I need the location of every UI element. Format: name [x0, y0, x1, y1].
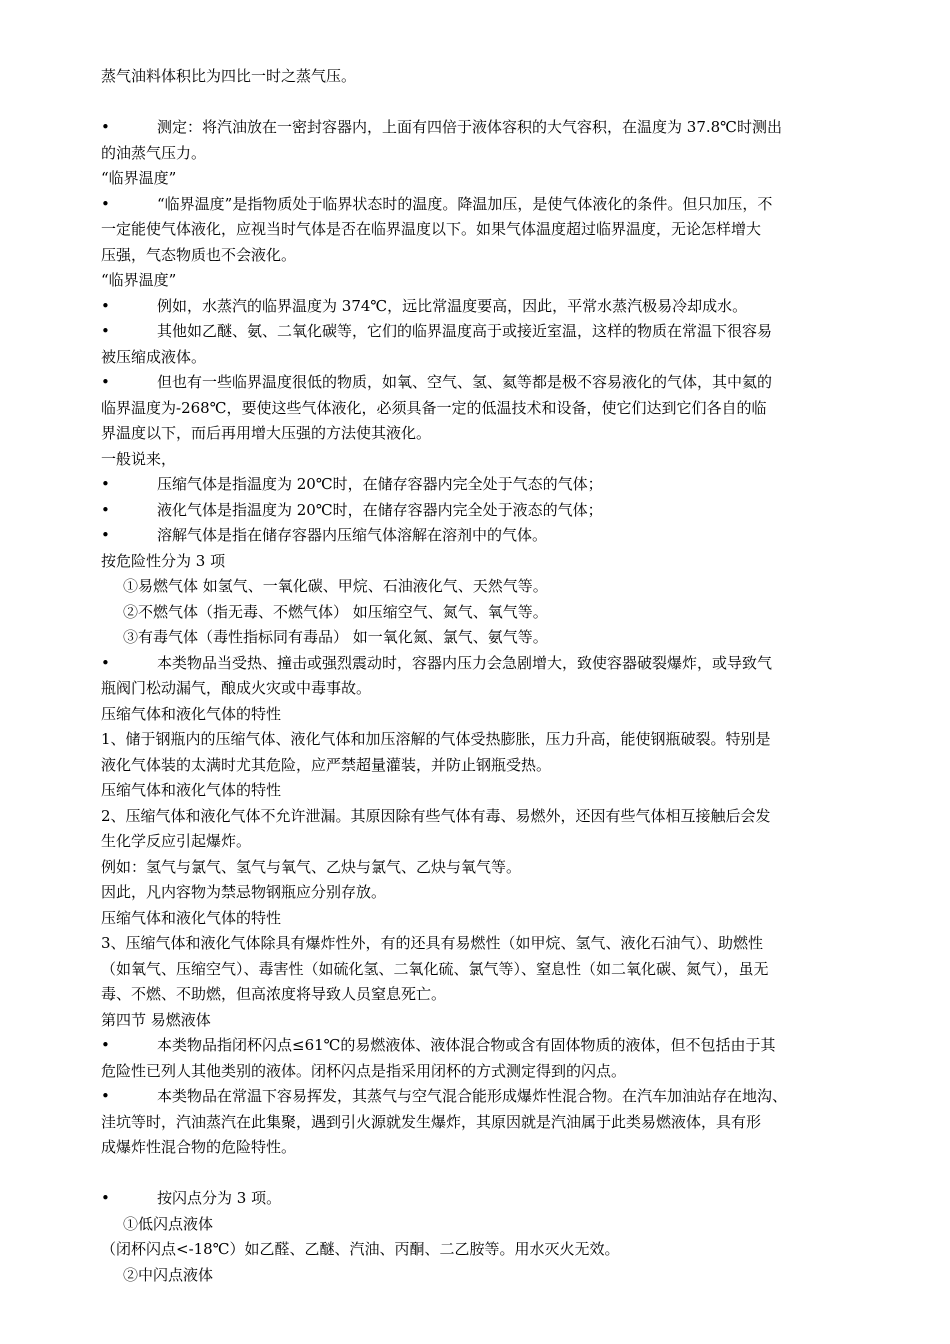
- text-line: 危险性已列人其他类别的液体。闭杯闪点是指采用闭杯的方式测定得到的闪点。: [101, 1061, 627, 1080]
- bullet-marker: •: [101, 475, 110, 493]
- bullet-text: 本类物品指闭杯闪点≤61℃的易燃液体、液体混合物或含有固体物质的液体，但不包括由于其: [157, 1036, 776, 1054]
- list-item-line: ①低闪点液体: [123, 1214, 214, 1233]
- bullet-marker: •: [101, 500, 110, 519]
- bullet-text: 本类物品当受热、撞击或强烈震动时，容器内压力会急剧增大，致使容器破裂爆炸，或导致气: [157, 653, 773, 672]
- text-line: 蒸气油料体积比为四比一时之蒸气压。: [101, 67, 357, 85]
- text-line: 液化气体装的太满时尤其危险，应严禁超量灌装，并防止钢瓶受热。: [101, 755, 552, 774]
- bullet-text: “临界温度”是指物质处于临界状态时的温度。降温加压，是使气体液化的条件。但只加压，不: [157, 194, 773, 213]
- bullet-paragraph-line: [101, 523, 839, 549]
- bullet-paragraph-line: [101, 370, 839, 396]
- bullet-paragraph-line: [101, 651, 839, 677]
- text-line: 生化学反应引起爆炸。: [101, 832, 252, 850]
- text-line: 的油蒸气压力。: [101, 143, 207, 162]
- list-item-line: ②中闪点液体: [123, 1265, 214, 1284]
- text-line: 按危险性分为 3 项: [101, 551, 226, 570]
- text-line: 一定能使气体液化，应视当时气体是否在临界温度以下。如果气体温度超过临界温度，无论怎样增大: [101, 220, 762, 238]
- bullet-text: 按闪点分为 3 项。: [157, 1189, 282, 1207]
- bullet-paragraph-line: [101, 115, 839, 141]
- text-line: 2、压缩气体和液化气体不允许泄漏。其原因除有些气体有毒、易燃外，还因有些气体相互接触后会发: [101, 806, 771, 825]
- text-line: 成爆炸性混合物的危险特性。: [101, 1138, 297, 1156]
- bullet-marker: •: [101, 653, 110, 672]
- text-line: 临界温度为-268℃，要使这些气体液化，必须具备一定的低温技术和设备，使它们达到它们各自的临: [101, 398, 767, 417]
- text-line: 3、压缩气体和液化气体除具有爆炸性外，有的还具有易燃性（如甲烷、氢气、液化石油气）、助燃性: [101, 934, 764, 952]
- bullet-paragraph-line: [101, 498, 839, 524]
- bullet-paragraph-line: [101, 1033, 839, 1059]
- text-line: 洼坑等时，汽油蒸汽在此集聚，遇到引火源就发生爆炸，其原因就是汽油属于此类易燃液体，具有形: [101, 1112, 762, 1131]
- text-line: 压缩气体和液化气体的特性: [101, 908, 282, 927]
- blank-line: [101, 90, 839, 116]
- bullet-text: 但也有一些临界温度很低的物质，如氧、空气、氢、氦等都是极不容易液化的气体，其中氦的: [157, 373, 773, 391]
- bullet-paragraph-line: [101, 1084, 839, 1110]
- text-line: （闭杯闪点<-18℃）如乙醛、乙醚、汽油、丙酮、二乙胺等。用水灭火无效。: [101, 1240, 620, 1258]
- bullet-text: 溶解气体是指在储存容器内压缩气体溶解在溶剂中的气体。: [157, 526, 548, 544]
- text-line: 一般说来，: [101, 449, 177, 468]
- bullet-marker: •: [101, 194, 110, 213]
- text-line: 压缩气体和液化气体的特性: [101, 704, 282, 723]
- bullet-paragraph-line: [101, 472, 839, 498]
- text-line: 毒、不燃、不助燃，但高浓度将导致人员窒息死亡。: [101, 985, 447, 1003]
- bullet-paragraph-line: [101, 319, 839, 345]
- bullet-paragraph-line: [101, 192, 839, 218]
- bullet-marker: •: [101, 322, 110, 340]
- bullet-marker: •: [101, 1087, 110, 1105]
- bullet-paragraph-line: [101, 1186, 839, 1212]
- bullet-text: 压缩气体是指温度为 20℃时，在储存容器内完全处于气态的气体；: [157, 475, 603, 493]
- text-line: 压强，气态物质也不会液化。: [101, 245, 297, 264]
- text-line: 压缩气体和液化气体的特性: [101, 781, 282, 799]
- bullet-marker: •: [101, 373, 110, 391]
- list-item-line: ①易燃气体 如氢气、一氧化碳、甲烷、石油液化气、天然气等。: [123, 577, 548, 595]
- bullet-marker: •: [101, 296, 110, 315]
- bullet-paragraph-line: [101, 294, 839, 320]
- text-line: 界温度以下，而后再用增大压强的方法使其液化。: [101, 424, 432, 442]
- text-line: 例如：氢气与氯气、氢气与氧气、乙炔与氯气、乙炔与氧气等。: [101, 857, 522, 876]
- bullet-marker: •: [101, 526, 110, 544]
- list-item-line: ②不燃气体（指无毒、不燃气体） 如压缩空气、氮气、氧气等。: [123, 602, 548, 621]
- blank-line: [101, 1161, 839, 1187]
- bullet-text: 其他如乙醚、氨、二氧化碳等，它们的临界温度高于或接近室温，这样的物质在常温下很容易: [157, 322, 773, 340]
- text-line: 被压缩成液体。: [101, 347, 207, 366]
- text-line: 第四节 易燃液体: [101, 1010, 211, 1029]
- text-line: 因此，凡内容物为禁忌物钢瓶应分别存放。: [101, 883, 387, 901]
- bullet-marker: •: [101, 1189, 110, 1207]
- text-line: 1、储于钢瓶内的压缩气体、液化气体和加压溶解的气体受热膨胀，压力升高，能使钢瓶破裂。特别是: [101, 730, 771, 748]
- bullet-marker: •: [101, 118, 110, 136]
- text-line: （如氧气、压缩空气）、毒害性（如硫化氢、二氧化硫、氯气等）、窒息性（如二氧化碳、氮气），虽无: [101, 959, 769, 978]
- bullet-text: 液化气体是指温度为 20℃时，在储存容器内完全处于液态的气体；: [157, 500, 603, 519]
- text-line: “临界温度”: [101, 271, 177, 289]
- bullet-text: 本类物品在常温下容易挥发，其蒸气与空气混合能形成爆炸性混合物。在汽车加油站存在地沟、: [157, 1087, 788, 1105]
- bullet-text: 测定：将汽油放在一密封容器内，上面有四倍于液体容积的大气容积，在温度为 37.8℃时测出: [157, 118, 782, 136]
- text-line: 瓶阀门松动漏气，酿成火灾或中毒事故。: [101, 679, 372, 697]
- bullet-text: 例如，水蒸汽的临界温度为 374℃，远比常温度要高，因此，平常水蒸汽极易冷却成水。: [157, 296, 748, 315]
- text-line: “临界温度”: [101, 169, 177, 187]
- list-item-line: ③有毒气体（毒性指标同有毒品） 如一氧化氮、氯气、氨气等。: [123, 628, 548, 646]
- bullet-marker: •: [101, 1036, 110, 1054]
- document-body: [101, 64, 839, 1288]
